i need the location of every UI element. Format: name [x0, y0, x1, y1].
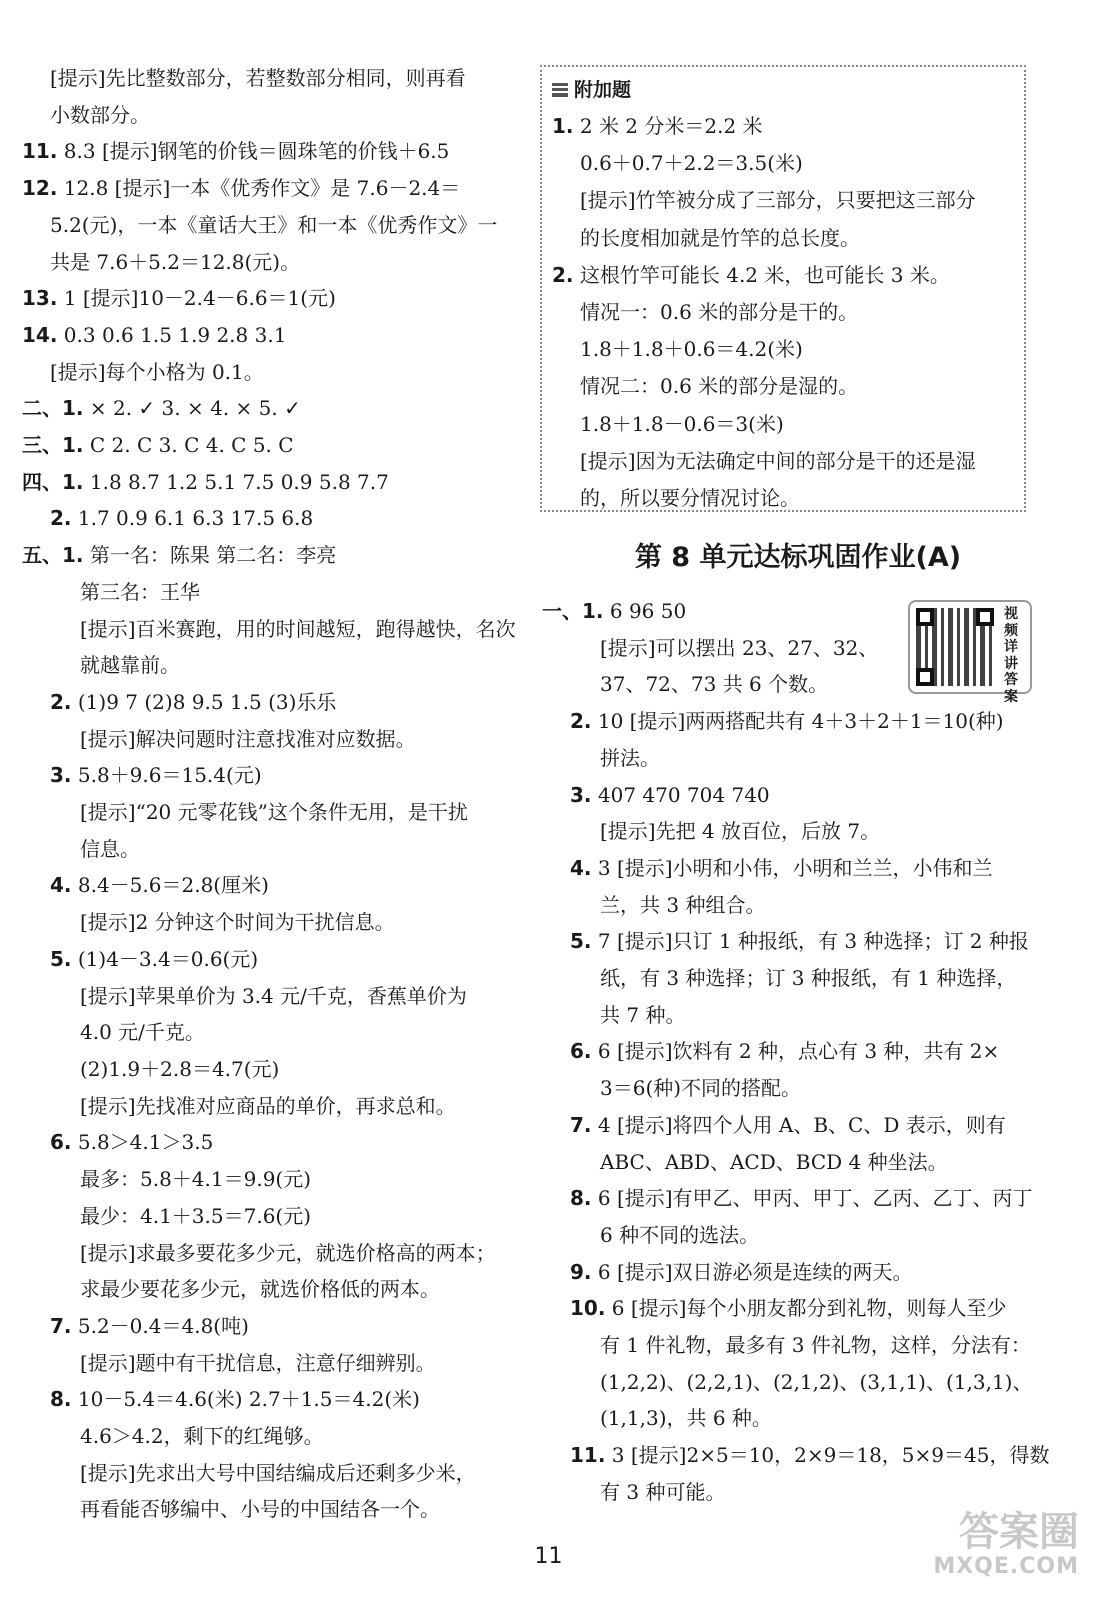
book-icon	[552, 83, 568, 97]
answer-line	[22, 1161, 527, 1198]
answer-text: 再看能否够编中、小号的中国结各一个。	[80, 1497, 440, 1522]
answer-line	[542, 630, 1042, 667]
answer-text: 6 [提示]有甲乙、甲丙、甲丁、乙丙、乙丁、丙丁	[591, 1186, 1033, 1211]
page-number: 11	[534, 1544, 563, 1569]
answer-text: [提示]“20 元零花钱”这个条件无用，是干扰	[80, 800, 468, 825]
answer-text: C 2. C 3. C 4. C 5. C	[83, 433, 294, 458]
answer-text: [提示]因为无法确定中间的部分是干的还是湿	[580, 448, 976, 473]
answer-text: 12.8 [提示]一本《优秀作文》是 7.6－2.4＝	[57, 176, 461, 201]
item-number: 12.	[22, 176, 58, 201]
answer-text: 6 96 50	[603, 599, 687, 623]
answer-text: [提示]先找准对应商品的单价，再求总和。	[80, 1093, 456, 1118]
answer-line	[22, 1381, 527, 1418]
item-number: 二、1.	[22, 396, 84, 421]
answer-text: × 2. ✓ 3. × 4. × 5. ✓	[83, 396, 301, 421]
answer-text: (1,1,3)，共 6 种。	[600, 1406, 772, 1431]
item-number: 四、1.	[22, 469, 84, 494]
answer-text: 最少：4.1＋3.5＝7.6(元)	[80, 1203, 312, 1228]
answer-line	[22, 390, 527, 427]
answer-line	[542, 997, 1042, 1034]
answer-line	[22, 464, 527, 501]
answer-line	[542, 1400, 1042, 1437]
answer-line	[22, 354, 527, 391]
answer-line	[22, 244, 527, 281]
answer-line	[552, 145, 1022, 182]
answer-line	[22, 941, 527, 978]
answer-line	[22, 1345, 527, 1382]
answer-line	[22, 1455, 527, 1492]
answer-text: 小数部分。	[50, 102, 150, 127]
answer-text: 有 3 种可能。	[600, 1479, 726, 1504]
answer-text: [提示]可以摆出 23、27、32、	[600, 635, 879, 660]
answer-line	[542, 923, 1042, 960]
answer-text: 6 [提示]每个小朋友都分到礼物，则每人至少	[605, 1296, 1007, 1321]
answer-text: ABC、ABD、ACD、BCD 4 种坐法。	[600, 1149, 948, 1174]
answer-text: 7 [提示]只订 1 种报纸，有 3 种选择；订 2 种报	[591, 929, 1029, 954]
answer-line	[552, 406, 1022, 443]
answer-line	[22, 574, 527, 611]
answer-line	[22, 133, 527, 170]
answer-text: 就越靠前。	[80, 653, 180, 678]
item-number: 8.	[570, 1186, 592, 1211]
item-number: 11.	[570, 1443, 606, 1468]
item-number: 5.	[570, 929, 592, 954]
answer-line	[22, 207, 527, 244]
answer-text: 4 [提示]将四个人用 A、B、C、D 表示，则有	[591, 1112, 1006, 1137]
answer-line	[542, 1217, 1042, 1254]
bonus-body	[552, 108, 1022, 517]
answer-text: 3 [提示]2×5＝10，2×9＝18，5×9＝45，得数	[605, 1443, 1050, 1468]
item-number: 7.	[570, 1112, 592, 1137]
answer-line	[22, 684, 527, 721]
item-number: 3.	[50, 763, 72, 788]
item-number: 2.	[50, 506, 72, 531]
answer-line	[22, 647, 527, 684]
answer-line	[542, 1180, 1042, 1217]
answer-text: [提示]先比整数部分，若整数部分相同，则再看	[50, 66, 466, 90]
answer-line	[22, 97, 527, 134]
answer-text: 1.8 8.7 1.2 5.1 7.5 0.9 5.8 7.7	[83, 469, 389, 494]
item-number: 13.	[22, 286, 58, 311]
answer-text: 第三名：王华	[80, 579, 200, 604]
answer-line	[22, 1418, 527, 1455]
answer-text: 8.3 [提示]钢笔的价钱＝圆珠笔的价钱＋6.5	[57, 139, 450, 164]
answer-text: 4.6＞4.2，剩下的红绳够。	[80, 1424, 324, 1449]
answer-text: (2)1.9＋2.8＝4.7(元)	[80, 1056, 280, 1081]
answer-line	[22, 1235, 527, 1272]
answer-line	[552, 108, 1022, 145]
answer-line	[542, 1033, 1042, 1070]
item-number: 4.	[570, 855, 592, 880]
answer-line	[22, 1308, 527, 1345]
answer-text: (1)4－3.4＝0.6(元)	[71, 946, 259, 971]
answer-line	[22, 1198, 527, 1235]
answer-line	[22, 978, 527, 1015]
answer-text: 这根竹竿可能长 4.2 米，也可能长 3 米。	[573, 262, 950, 287]
answer-line	[542, 777, 1042, 814]
answer-text: 4.0 元/千克。	[80, 1020, 205, 1045]
item-number: 2.	[50, 689, 72, 714]
answer-line	[22, 427, 527, 464]
answer-line	[542, 1290, 1042, 1327]
answer-text: 5.2(元)，一本《童话大王》和一本《优秀作文》一	[50, 212, 498, 237]
answer-text: 0.3 0.6 1.5 1.9 2.8 3.1	[57, 322, 287, 347]
right-column	[542, 593, 1050, 1511]
item-number: 6.	[570, 1039, 592, 1064]
item-number: 5.	[50, 946, 72, 971]
answer-text: 1 [提示]10－2.4－6.6＝1(元)	[57, 286, 336, 311]
answer-line	[542, 703, 1042, 740]
answer-line	[22, 1271, 527, 1308]
answer-text: 1.8＋1.8＋0.6＝4.2(米)	[580, 337, 803, 362]
answer-text: 情况二：0.6 米的部分是湿的。	[580, 374, 859, 399]
answer-text: 6 [提示]双日游必须是连续的两天。	[591, 1259, 913, 1284]
answer-line	[22, 500, 527, 537]
item-number: 4.	[50, 873, 72, 898]
answer-text: 情况一：0.6 米的部分是干的。	[580, 300, 859, 325]
answer-line	[22, 1051, 527, 1088]
qr-label: 视频详讲答案	[1004, 606, 1018, 705]
answer-text: 2 米 2 分米＝2.2 米	[573, 114, 763, 138]
item-number: 五、1.	[22, 543, 84, 568]
answer-line	[542, 740, 1042, 777]
answer-line	[22, 60, 527, 97]
answer-line	[22, 1014, 527, 1051]
answer-line	[552, 182, 1022, 219]
answer-line	[22, 1088, 527, 1125]
answer-line	[542, 1437, 1050, 1474]
answer-line	[22, 794, 527, 831]
answer-text: 10－5.4＝4.6(米) 2.7＋1.5＝4.2(米)	[71, 1387, 420, 1412]
answer-text: [提示]2 分钟这个时间为干扰信息。	[80, 910, 395, 935]
answer-text: [提示]求最多要花多少元，就选价格高的两本；	[80, 1240, 496, 1265]
answer-line	[22, 831, 527, 868]
answer-text: 最多：5.8＋4.1＝9.9(元)	[80, 1167, 312, 1192]
answer-text: 兰，共 3 种组合。	[600, 892, 766, 917]
answer-line	[552, 257, 1022, 294]
answer-text: 10 [提示]两两搭配共有 4＋3＋2＋1＝10(种)	[591, 709, 1004, 734]
answer-text: [提示]竹竿被分成了三部分，只要把这三部分	[580, 188, 976, 213]
item-number: 三、1.	[22, 433, 84, 458]
answer-line	[542, 1144, 1042, 1181]
answer-line	[22, 280, 527, 317]
answer-text: 信息。	[80, 836, 140, 861]
answer-line	[22, 1491, 527, 1528]
answer-text: (1)9 7 (2)8 9.5 1.5 (3)乐乐	[71, 689, 337, 714]
answer-line	[552, 480, 1022, 517]
answer-line	[552, 220, 1022, 257]
answer-text: [提示]解决问题时注意找准对应数据。	[80, 726, 416, 751]
item-number: 9.	[570, 1259, 592, 1284]
answer-line	[542, 887, 1042, 924]
answer-text: [提示]先把 4 放百位，后放 7。	[600, 819, 881, 844]
answer-line	[22, 317, 527, 354]
section-title: 第 8 单元达标巩固作业(A)	[634, 542, 962, 573]
answer-text: 共 7 种。	[600, 1002, 686, 1027]
item-number: 2.	[552, 262, 574, 287]
bonus-title: 附加题	[552, 72, 631, 108]
answer-text: 求最少要花多少元，就选价格低的两本。	[80, 1277, 440, 1302]
item-number: 6.	[50, 1130, 72, 1155]
answer-line	[22, 757, 527, 794]
answer-text: 的，所以要分情况讨论。	[580, 486, 800, 511]
answer-line	[542, 1364, 1042, 1401]
answer-text: [提示]先求出大号中国结编成后还剩多少米，	[80, 1460, 476, 1485]
item-number: 1.	[552, 114, 574, 138]
item-number: 一、1.	[542, 599, 604, 623]
answer-text: 6 种不同的选法。	[600, 1222, 760, 1247]
answer-text: 5.2－0.4＝4.8(吨)	[71, 1313, 249, 1338]
answer-text: 有 1 件礼物，最多有 3 件礼物，这样，分法有：	[600, 1333, 1031, 1358]
answer-text: 1.8＋1.8－0.6＝3(米)	[580, 411, 784, 436]
answer-line	[552, 443, 1022, 480]
answer-line	[542, 1254, 1042, 1291]
answer-text: 纸，有 3 种选择；订 3 种报纸，有 1 种选择，	[600, 966, 1017, 991]
answer-line	[22, 537, 527, 574]
answer-line	[552, 368, 1022, 405]
answer-text: 8.4－5.6＝2.8(厘米)	[71, 873, 269, 898]
item-number: 2.	[570, 709, 592, 734]
answer-line	[542, 960, 1042, 997]
answer-text: [提示]百米赛跑，用的时间越短，跑得越快，名次	[80, 616, 516, 641]
answer-line	[542, 666, 1042, 703]
answer-text: 3＝6(种)不同的搭配。	[600, 1076, 802, 1101]
answer-text: (1,2,2)、(2,2,1)、(2,1,2)、(3,1,1)、(1,3,1)、	[600, 1369, 1033, 1394]
answer-text: 的长度相加就是竹竿的总长度。	[580, 225, 860, 250]
answer-line	[552, 331, 1022, 368]
answer-text: 407 470 704 740	[591, 782, 770, 807]
left-column	[22, 60, 527, 1528]
answer-line	[542, 1107, 1042, 1144]
answer-text: 5.8＞4.1＞3.5	[71, 1130, 214, 1155]
answer-line	[22, 867, 527, 904]
answer-line	[22, 721, 527, 758]
answer-text: 共是 7.6＋5.2＝12.8(元)。	[50, 249, 301, 274]
watermark-logo: 答案圈 MXQE.COM	[933, 1509, 1079, 1579]
item-number: 10.	[570, 1296, 606, 1321]
answer-text: 37、72、73 共 6 个数。	[600, 672, 829, 697]
answer-line	[22, 904, 527, 941]
answer-text: 5.8＋9.6＝15.4(元)	[71, 763, 262, 788]
answer-line	[552, 294, 1022, 331]
answer-line	[542, 1474, 1042, 1511]
answer-text: 0.6＋0.7＋2.2＝3.5(米)	[580, 151, 803, 176]
item-number: 14.	[22, 322, 58, 347]
answer-line	[542, 850, 1042, 887]
answer-line	[542, 813, 1042, 850]
answer-line	[22, 611, 527, 648]
answer-line	[542, 1327, 1042, 1364]
answer-text: 1.7 0.9 6.1 6.3 17.5 6.8	[71, 506, 314, 531]
answer-text: [提示]苹果单价为 3.4 元/千克，香蕉单价为	[80, 983, 467, 1008]
answer-text: 拼法。	[600, 745, 660, 770]
answer-text: 6 [提示]饮料有 2 种，点心有 3 种，共有 2×	[591, 1039, 1000, 1064]
answer-text: 第一名：陈果 第二名：李亮	[83, 543, 337, 568]
answer-line	[22, 170, 527, 207]
answer-text: [提示]题中有干扰信息，注意仔细辨别。	[80, 1350, 436, 1375]
item-number: 7.	[50, 1313, 72, 1338]
answer-line	[542, 1070, 1042, 1107]
answer-text: [提示]每个小格为 0.1。	[50, 359, 264, 384]
answer-line	[542, 593, 1042, 630]
item-number: 8.	[50, 1387, 72, 1412]
answer-text: 3 [提示]小明和小伟，小明和兰兰，小伟和兰	[591, 855, 993, 880]
answer-line	[22, 1124, 527, 1161]
item-number: 11.	[22, 139, 58, 164]
item-number: 3.	[570, 782, 592, 807]
